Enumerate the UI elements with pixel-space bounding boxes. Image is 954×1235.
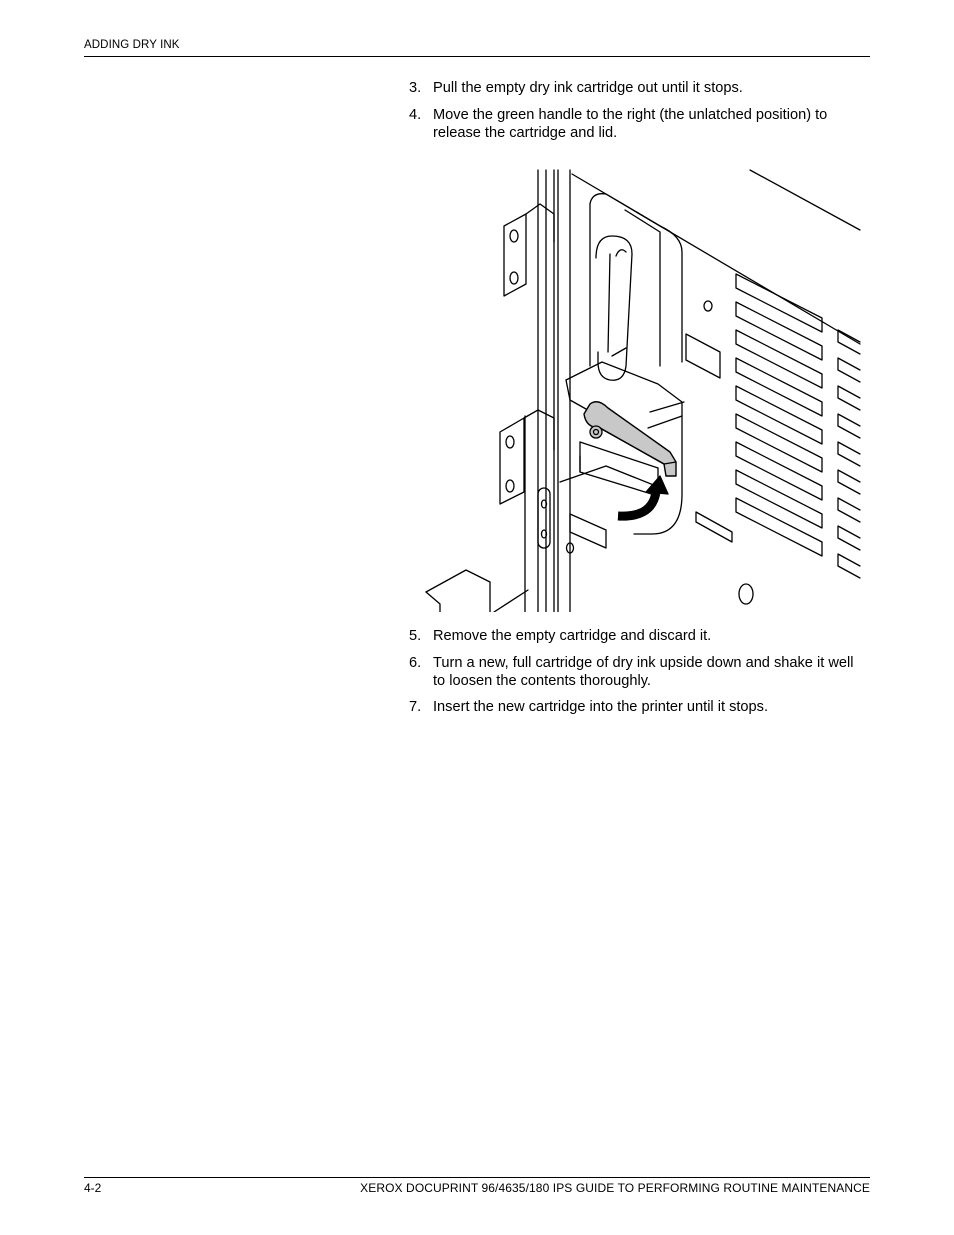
header-rule [84,56,870,57]
step-5 [409,628,869,646]
step-number: 4. [409,107,422,123]
printer-latch-illustration [420,166,862,612]
step-text: Move the green handle to the right (the unlatched position) to release the cartridge and lid. [433,107,828,141]
step-4 [409,107,869,142]
step-number: 5. [409,628,422,644]
step-6 [409,655,869,690]
step-7 [409,699,869,717]
step-text: Remove the empty cartridge and discard it. [433,628,712,644]
step-number: 7. [409,699,422,715]
step-text: Turn a new, full cartridge of dry ink upside down and shake it well to loosen the contents thoroughly. [433,655,854,689]
step-text: Insert the new cartridge into the printer until it stops. [433,699,769,715]
page-number: 4-2 [84,1181,102,1195]
step-3 [409,80,869,98]
document-title: XEROX DOCUPRINT 96/4635/180 IPS GUIDE TO PERFORMING ROUTINE MAINTENANCE [360,1181,870,1195]
step-text: Pull the empty dry ink cartridge out until it stops. [433,80,743,96]
running-header: ADDING DRY INK [84,39,180,51]
step-number: 3. [409,80,422,96]
footer-rule [84,1177,870,1178]
step-number: 6. [409,655,422,671]
